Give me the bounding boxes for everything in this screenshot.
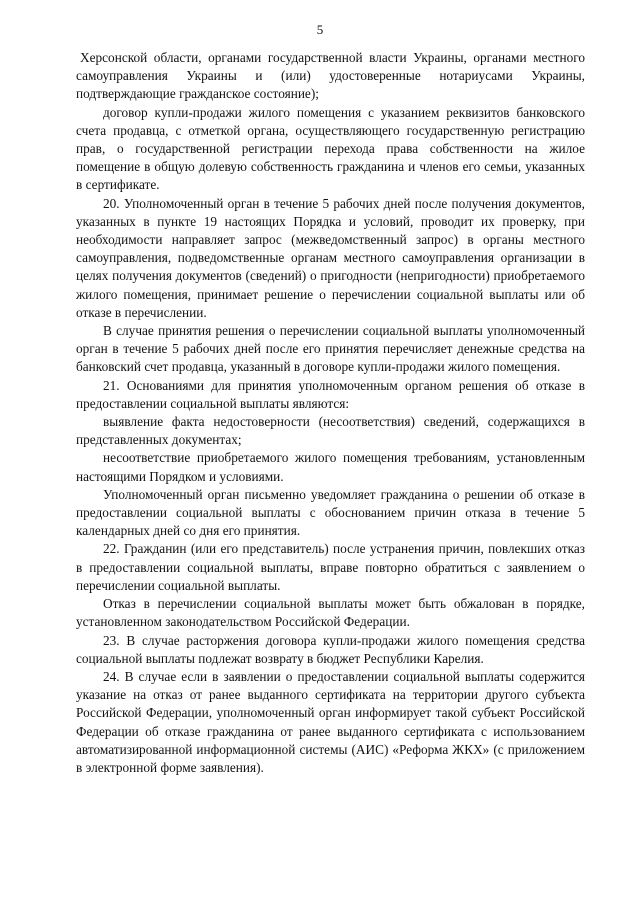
paragraph-continuation: Херсонской области, органами государственной власти Украины, органами местного самоуправления Украины и (или) удостоверенные нотариусами Украины, подтверждающие гражданское состояние); (76, 50, 585, 102)
paragraph-clause-22: 22. Гражданин (или его представитель) после устранения причин, повлекших отказ в предоставлении социальной выплаты, вправе повторно обратиться с заявлением о перечислении социальной выплаты. (76, 541, 585, 593)
paragraph-clause-23: 23. В случае расторжения договора купли-продажи жилого помещения средства социальной выплаты подлежат возврату в бюджет Республики Карелия. (76, 632, 585, 666)
paragraph-appeal: Отказ в перечислении социальной выплаты может быть обжалован в порядке, установленном законодательством Российской Федерации. (76, 596, 585, 630)
paragraph-reason-noncompliance: несоответствие приобретаемого жилого помещения требованиям, установленным настоящими Порядком и условиями. (76, 450, 585, 484)
paragraph-clause-20: 20. Уполномоченный орган в течение 5 рабочих дней после получения документов, указанных в пункте 19 настоящих Порядка и условий, проводит их проверку, при необходимости направляет запрос (межведомственный запрос) в органы местного самоуправления, подведомственные органам местного самоуправления организации в целях получения документов (сведений) о пригодности (непригодности) приобретаемого жилого помещения, принимает решение о перечислении социальной выплаты или об отказе в перечислении. (76, 195, 585, 320)
paragraph-payment-transfer: В случае принятия решения о перечислении социальной выплаты уполномоченный орган в течение 5 рабочих дней после его принятия перечисляет денежные средства на банковский счет продавца, указанный в договоре купли-продажи жилого помещения. (76, 323, 585, 375)
paragraph-purchase-contract: договор купли-продажи жилого помещения с указанием реквизитов банковского счета продавца, с отметкой органа, осуществляющего государственную регистрацию прав, о государственной регистрации перехода права собственности на жилое помещение в общую долевую собственность гражданина и членов его семьи, указанных в сертификате. (76, 104, 585, 193)
document-body (76, 49, 585, 777)
paragraph-refusal-notice: Уполномоченный орган письменно уведомляет гражданина о решении об отказе в предоставлении социальной выплаты с обоснованием причин отказа в течение 5 календарных дней со дня его принятия. (76, 486, 585, 539)
paragraph-reason-inaccuracy: выявление факта недостоверности (несоответствия) сведений, содержащихся в представленных документах; (76, 414, 585, 448)
paragraph-clause-24: 24. В случае если в заявлении о предоставлении социальной выплаты содержится указание на отказ от ранее выданного сертификата на территории другого субъекта Российской Федерации, уполномоченный орган информирует такой субъект Российской Федерации об отказе гражданина от ранее выданного сертификата с использованием автоматизированной информационной системы (АИС) «Реформа ЖКХ» (с приложением в электронной форме заявления). (76, 668, 585, 775)
paragraph-clause-21: 21. Основаниями для принятия уполномоченным органом решения об отказе в предоставлении социальной выплаты являются: (76, 377, 585, 411)
page-number: 5 (316, 22, 324, 37)
